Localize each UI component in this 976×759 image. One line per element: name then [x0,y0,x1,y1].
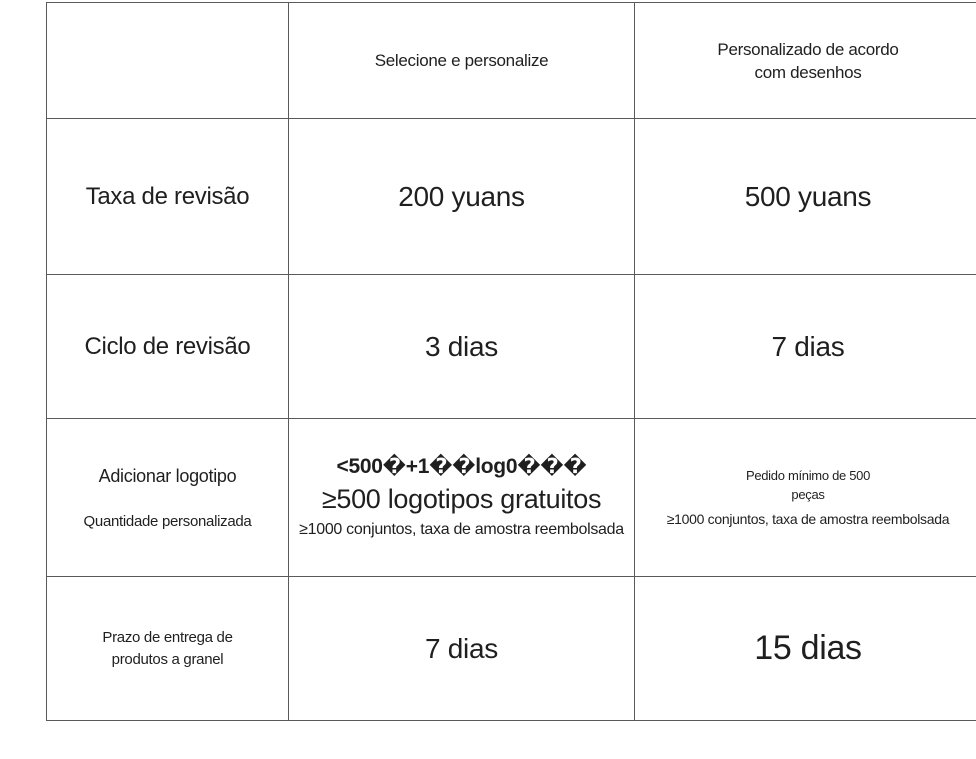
comparison-table [46,2,976,721]
add-logo-option-a-line2: ≥500 logotipos gratuitos [321,483,602,514]
bulk-delivery-label-line2: produtos a granel [111,650,224,668]
revision-fee-option-a-cell [289,119,635,275]
add-logo-option-a-line3: ≥1000 conjuntos, taxa de amostra reembolsada [299,520,624,538]
revision-fee-option-b: 500 yuans [744,180,872,212]
add-logo-option-b-cell [635,419,976,577]
bulk-delivery-option-a-cell [289,577,635,721]
revision-cycle-option-a: 3 dias [425,330,498,362]
add-logo-option-b-line3: ≥1000 conjuntos, taxa de amostra reembolsada [666,510,950,527]
header-option-b-line1: Personalizado de acordo [717,39,899,59]
bulk-delivery-label-cell [47,577,289,721]
table-row-revision-fee [47,119,976,275]
revision-fee-option-b-cell [635,119,976,275]
header-option-a: Selecione e personalize [374,51,549,70]
header-option-a-cell [289,3,635,119]
add-logo-option-b-line2: peças [791,486,825,502]
add-logo-option-a-line1: <500�+1��log0��� [336,454,587,478]
table-row-revision-cycle [47,275,976,419]
header-option-b-cell [635,3,976,119]
revision-cycle-option-b: 7 dias [771,330,845,362]
revision-cycle-label: Ciclo de revisão [84,332,251,360]
revision-cycle-option-b-cell [635,275,976,419]
revision-fee-option-a: 200 yuans [398,180,525,212]
revision-cycle-label-cell [47,275,289,419]
custom-quantity-label: Quantidade personalizada [83,512,252,530]
table-row-bulk-delivery [47,577,976,721]
revision-fee-label-cell [47,119,289,275]
add-logo-option-a-cell [289,419,635,577]
add-logo-option-b-line1: Pedido mínimo de 500 [745,467,871,483]
revision-fee-label: Taxa de revisão [85,182,250,210]
bulk-delivery-option-a: 7 dias [425,632,498,664]
revision-cycle-option-a-cell [289,275,635,419]
header-empty-cell [47,3,289,119]
add-logo-label: Adicionar logotipo [98,465,237,486]
bulk-delivery-option-b-cell [635,577,976,721]
table-header-row [47,3,976,119]
add-logo-label-cell [47,419,289,577]
bulk-delivery-label-line1: Prazo de entrega de [102,628,233,646]
table-row-add-logo [47,419,976,577]
header-option-b-line2: com desenhos [754,62,862,82]
bulk-delivery-option-b: 15 dias [754,629,862,667]
